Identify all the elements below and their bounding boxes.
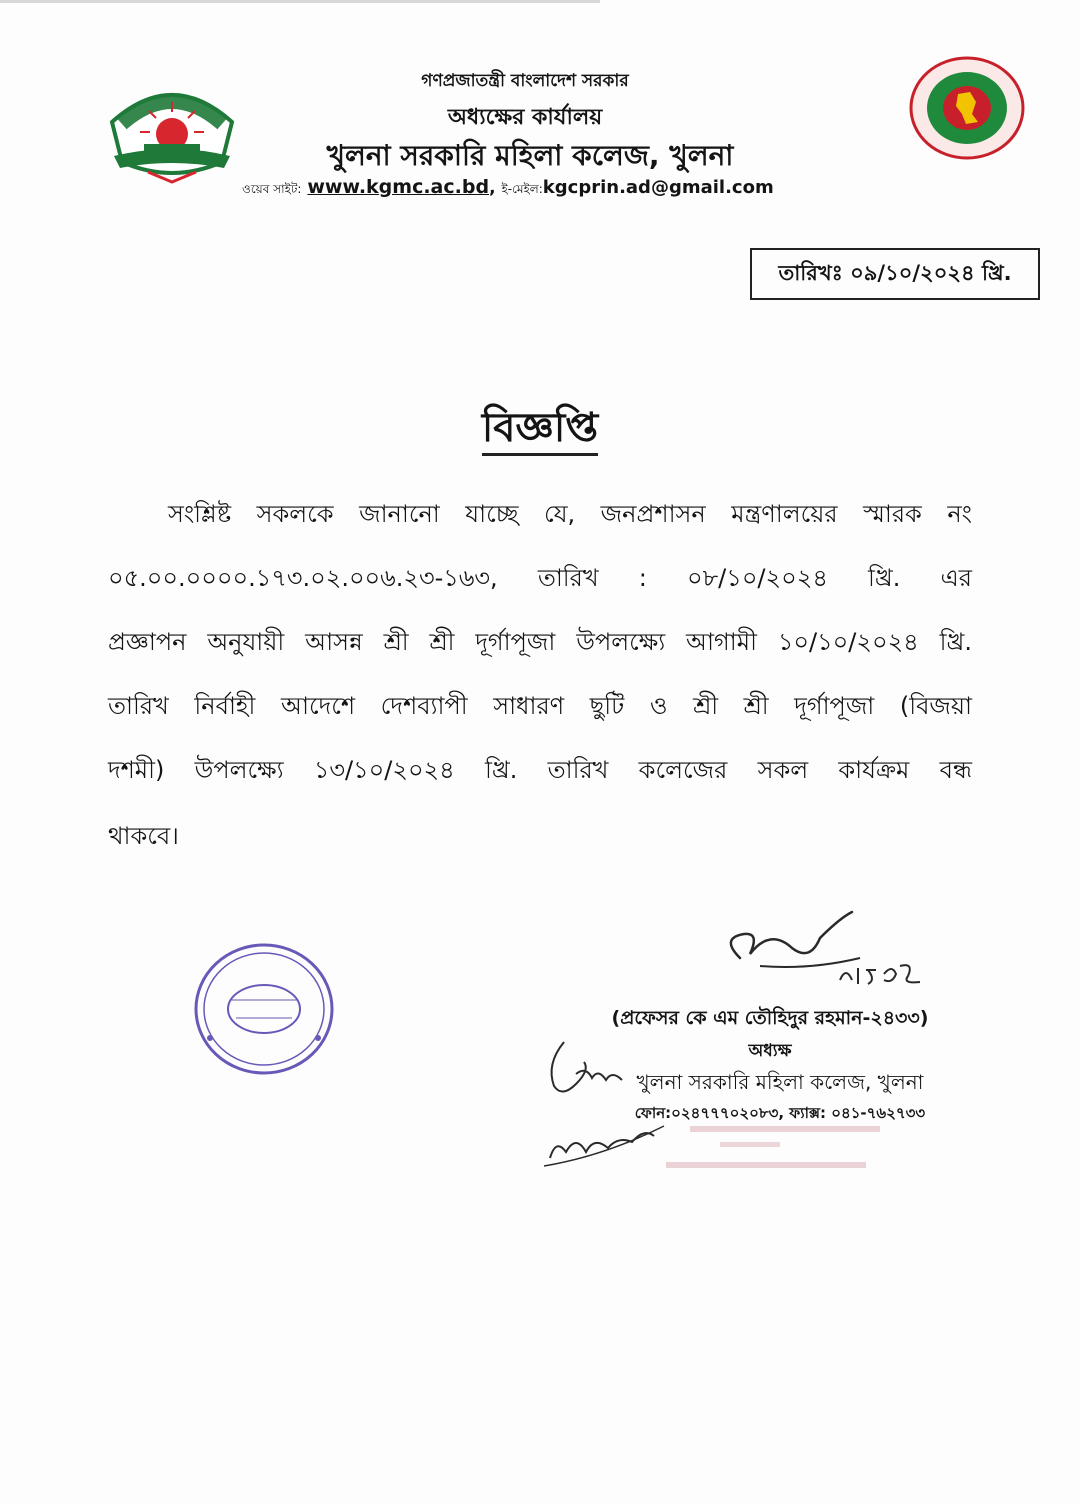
website-label: ওয়েব সাইট: (242, 182, 302, 196)
office-name: অধ্যক্ষের কার্যালয় (447, 105, 603, 130)
email-link[interactable]: kgcprin.ad@gmail.com (542, 177, 774, 198)
date-box: তারিখঃ ০৯/১০/২০২৪ খ্রি. (750, 248, 1040, 300)
notice-title-text: বিজ্ঞপ্তি (482, 405, 598, 456)
body-line-2: ০৫.০০.০০০০.১৭৩.০২.০০৬.২৩-১৬৩, তারিখ : ০৮/১০/২০২৪ খ্রি. এর (108, 564, 972, 592)
top-edge-strip (0, 0, 600, 3)
initial-stamp-icon (540, 1034, 900, 1184)
contact-line: ওয়েব সাইট: www.kgmc.ac.bd, ই-মেইল:kgcprin.ad@gmail.com (242, 176, 774, 198)
college-logo-icon (104, 72, 240, 184)
body-line-1: সংশ্লিষ্ট সকলকে জানানো যাচ্ছে যে, জনপ্রশাসন মন্ত্রণালয়ের স্মারক নং (168, 500, 972, 528)
email-label: ই-মেইল: (501, 182, 543, 196)
body-line-6: থাকবে। (108, 822, 179, 850)
notice-title (340, 396, 740, 463)
signatory-college: খুলনা সরকারি মহিলা কলেজ, খুলনা (636, 1070, 924, 1094)
signatory-designation: অধ্যক্ষ (748, 1041, 792, 1061)
body-line-4: তারিখ নির্বাহী আদেশে দেশব্যাপী সাধারণ ছুটি ও শ্রী শ্রী দূর্গাপূজা (বিজয়া (108, 692, 972, 720)
signatory-name: (প্রফেসর কে এম তৌহিদুর রহমান-২৪৩৩) (611, 1007, 929, 1029)
government-name: গণপ্রজাতন্ত্রী বাংলাদেশ সরকার (421, 71, 629, 91)
body-line-3: প্রজ্ঞাপন অনুযায়ী আসন্ন শ্রী শ্রী দূর্গাপূজা উপলক্ষ্যে আগামী ১০/১০/২০২৪ খ্রি. (108, 628, 972, 656)
contact-phone-fax: ফোন:০২৪৭৭৭০২০৮৩, ফ্যাক্স: ০৪১-৭৬২৭৩৩ (634, 1104, 926, 1122)
college-name: খুলনা সরকারি মহিলা কলেজ, খুলনা (326, 139, 734, 172)
body-line-5: দশমী) উপলক্ষ্যে ১৩/১০/২০২৪ খ্রি. তারিখ কলেজের সকল কার্যক্রম বন্ধ (108, 756, 972, 784)
government-emblem-icon (908, 56, 1026, 160)
college-seal-icon (190, 938, 338, 1080)
signature-icon (700, 908, 960, 994)
website-link[interactable]: www.kgmc.ac.bd (307, 176, 490, 198)
